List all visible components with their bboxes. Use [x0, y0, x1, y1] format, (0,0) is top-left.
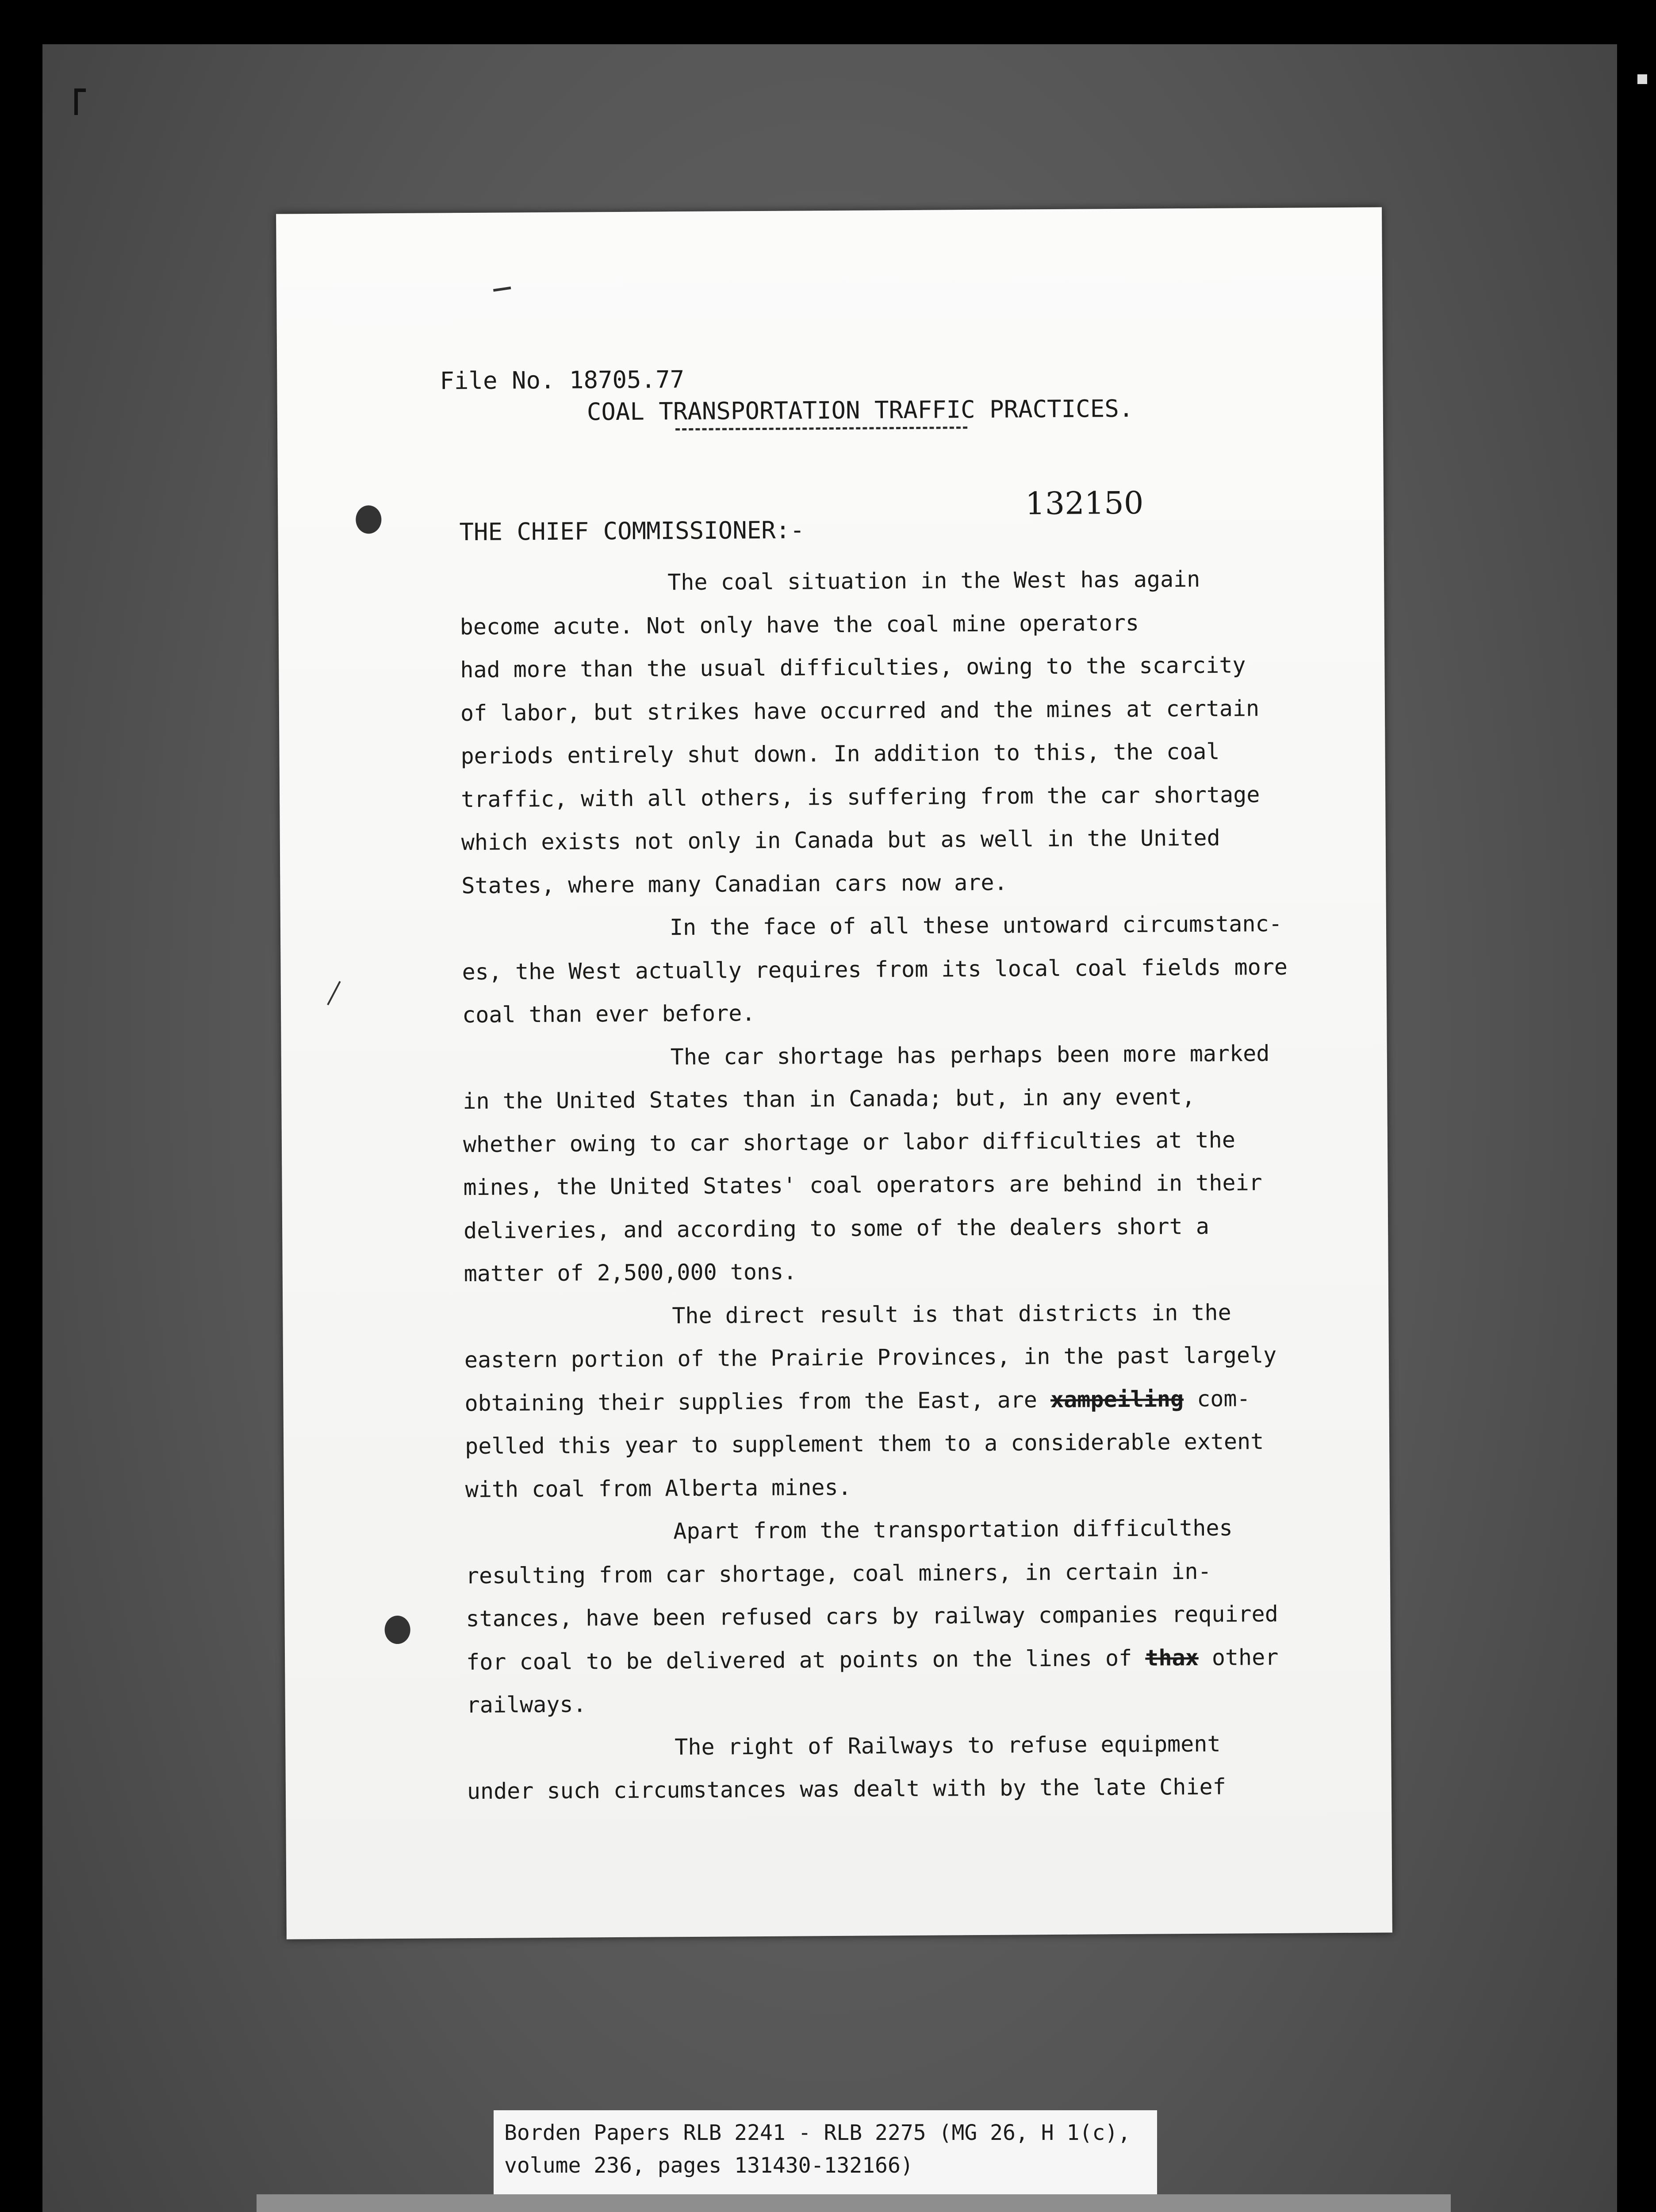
struck-out-word: xampeiling: [1050, 1386, 1184, 1413]
punch-hole-top: [356, 505, 381, 534]
letter-line-text: eastern portion of the Prairie Provinces, in the past largely: [464, 1342, 1277, 1373]
letter-line: [461, 859, 1373, 907]
letter-line-text: matter of 2,500,000 tons.: [464, 1259, 797, 1287]
struck-out-word: thax: [1145, 1644, 1199, 1671]
letter-line: [462, 902, 1373, 951]
letter-line: [466, 1635, 1378, 1684]
letter-line-text: of labor, but strikes have occurred and the mines at certain: [460, 695, 1260, 726]
letter-line: [466, 1549, 1377, 1598]
letter-line: [462, 1031, 1374, 1080]
letter-line: [462, 945, 1373, 994]
pencil-margin-mark: [327, 981, 341, 1005]
letter-line-text: The coal situation in the West has again: [667, 566, 1200, 595]
letter-line-text: resulting from car shortage, coal miners, in certain in-: [465, 1558, 1211, 1589]
reference-note-line: volume 236, pages 131430-132166): [504, 2153, 913, 2178]
letter-line-text: under such circumstances was dealt with by the late Chief: [467, 1774, 1226, 1805]
letter-line: [460, 730, 1372, 778]
letter-line-text: for coal to be delivered at points on the lines of: [466, 1645, 1146, 1675]
letter-line-text: pelled this year to supplement them to a considerable extent: [464, 1429, 1264, 1459]
letter-line-text: Apart from the transportation difficulthes: [673, 1515, 1233, 1544]
letter-line-tail: com-: [1183, 1385, 1250, 1412]
letter-line-text: traffic, with all others, is suffering from the car shortage: [461, 781, 1260, 812]
letter-line-text: become acute. Not only have the coal mine operators: [460, 610, 1139, 640]
letter-line: [463, 1161, 1375, 1210]
archive-card-backing: [257, 2194, 1451, 2212]
letter-line-text: obtaining their supplies from the East, are: [464, 1386, 1051, 1416]
letter-line: [464, 1204, 1375, 1252]
letter-line-text: with coal from Alberta mines.: [465, 1474, 851, 1502]
letter-line: [466, 1678, 1378, 1727]
letter-line-text: whether owing to car shortage or labor difficulties at the: [463, 1126, 1236, 1157]
punch-hole-bottom: [384, 1616, 410, 1644]
letter-line-text: railways.: [466, 1691, 586, 1718]
corner-crop-mark: [74, 88, 86, 115]
letter-body: [460, 557, 1378, 1813]
letter-line: [465, 1420, 1376, 1468]
addressee: THE CHIEF COMMISSIONER:-: [459, 516, 805, 546]
letter-line-text: had more than the usual difficulties, owing to the scarcity: [460, 652, 1246, 683]
letter-line-text: deliveries, and according to some of the dealers short a: [463, 1213, 1210, 1244]
typed-letter-page: [276, 207, 1392, 1939]
letter-line: [460, 557, 1371, 606]
letter-line: [460, 686, 1372, 735]
letter-line-text: coal than ever before.: [462, 1000, 755, 1028]
corner-crop-mark-right: [1637, 74, 1647, 84]
document-title: COAL TRANSPORTATION TRAFFIC PRACTICES.: [586, 394, 1134, 426]
letter-line: [464, 1376, 1376, 1425]
letter-line-text: periods entirely shut down. In addition to this, the coal: [460, 738, 1220, 769]
letter-line-text: in the United States than in Canada; but, in any event,: [463, 1084, 1196, 1114]
letter-line-text: The right of Railways to refuse equipment: [675, 1731, 1221, 1760]
reference-note-line: Borden Papers RLB 2241 - RLB 2275 (MG 26, H 1(c),: [504, 2120, 1131, 2145]
letter-line: [467, 1765, 1379, 1813]
letter-line: [464, 1333, 1376, 1382]
letter-line-text: The direct result is that districts in the: [672, 1299, 1231, 1329]
pencil-tick-mark: [493, 287, 511, 292]
letter-line: [464, 1247, 1375, 1296]
title-underline: [675, 426, 967, 430]
letter-line-text: mines, the United States' coal operators are behind in their: [463, 1170, 1262, 1201]
letter-line: [463, 1075, 1374, 1123]
letter-line: [464, 1290, 1376, 1339]
letter-line: [461, 772, 1372, 821]
letter-line: [465, 1463, 1376, 1511]
letter-line-tail: other: [1198, 1644, 1279, 1671]
reference-note: [494, 2110, 1157, 2203]
letter-line: [461, 816, 1373, 864]
letter-line: [460, 600, 1372, 649]
letter-line-text: which exists not only in Canada but as well in the United: [461, 825, 1220, 856]
letter-line: [462, 988, 1374, 1037]
letter-line-text: The car shortage has perhaps been more marked: [670, 1040, 1270, 1070]
letter-line: [465, 1506, 1377, 1555]
letter-line: [463, 1118, 1375, 1166]
file-number: File No. 18705.77: [440, 365, 685, 395]
letter-line-text: es, the West actually requires from its local coal fields more: [462, 954, 1288, 985]
letter-line: [466, 1592, 1377, 1641]
letter-line-text: In the face of all these untoward circumstanc-: [669, 910, 1282, 941]
letter-line-text: States, where many Canadian cars now are.: [461, 869, 1008, 899]
letter-line: [460, 643, 1372, 692]
letter-line: [467, 1721, 1378, 1770]
stamped-page-number: 132150: [1025, 484, 1144, 522]
letter-line-text: stances, have been refused cars by railway companies required: [466, 1601, 1278, 1632]
